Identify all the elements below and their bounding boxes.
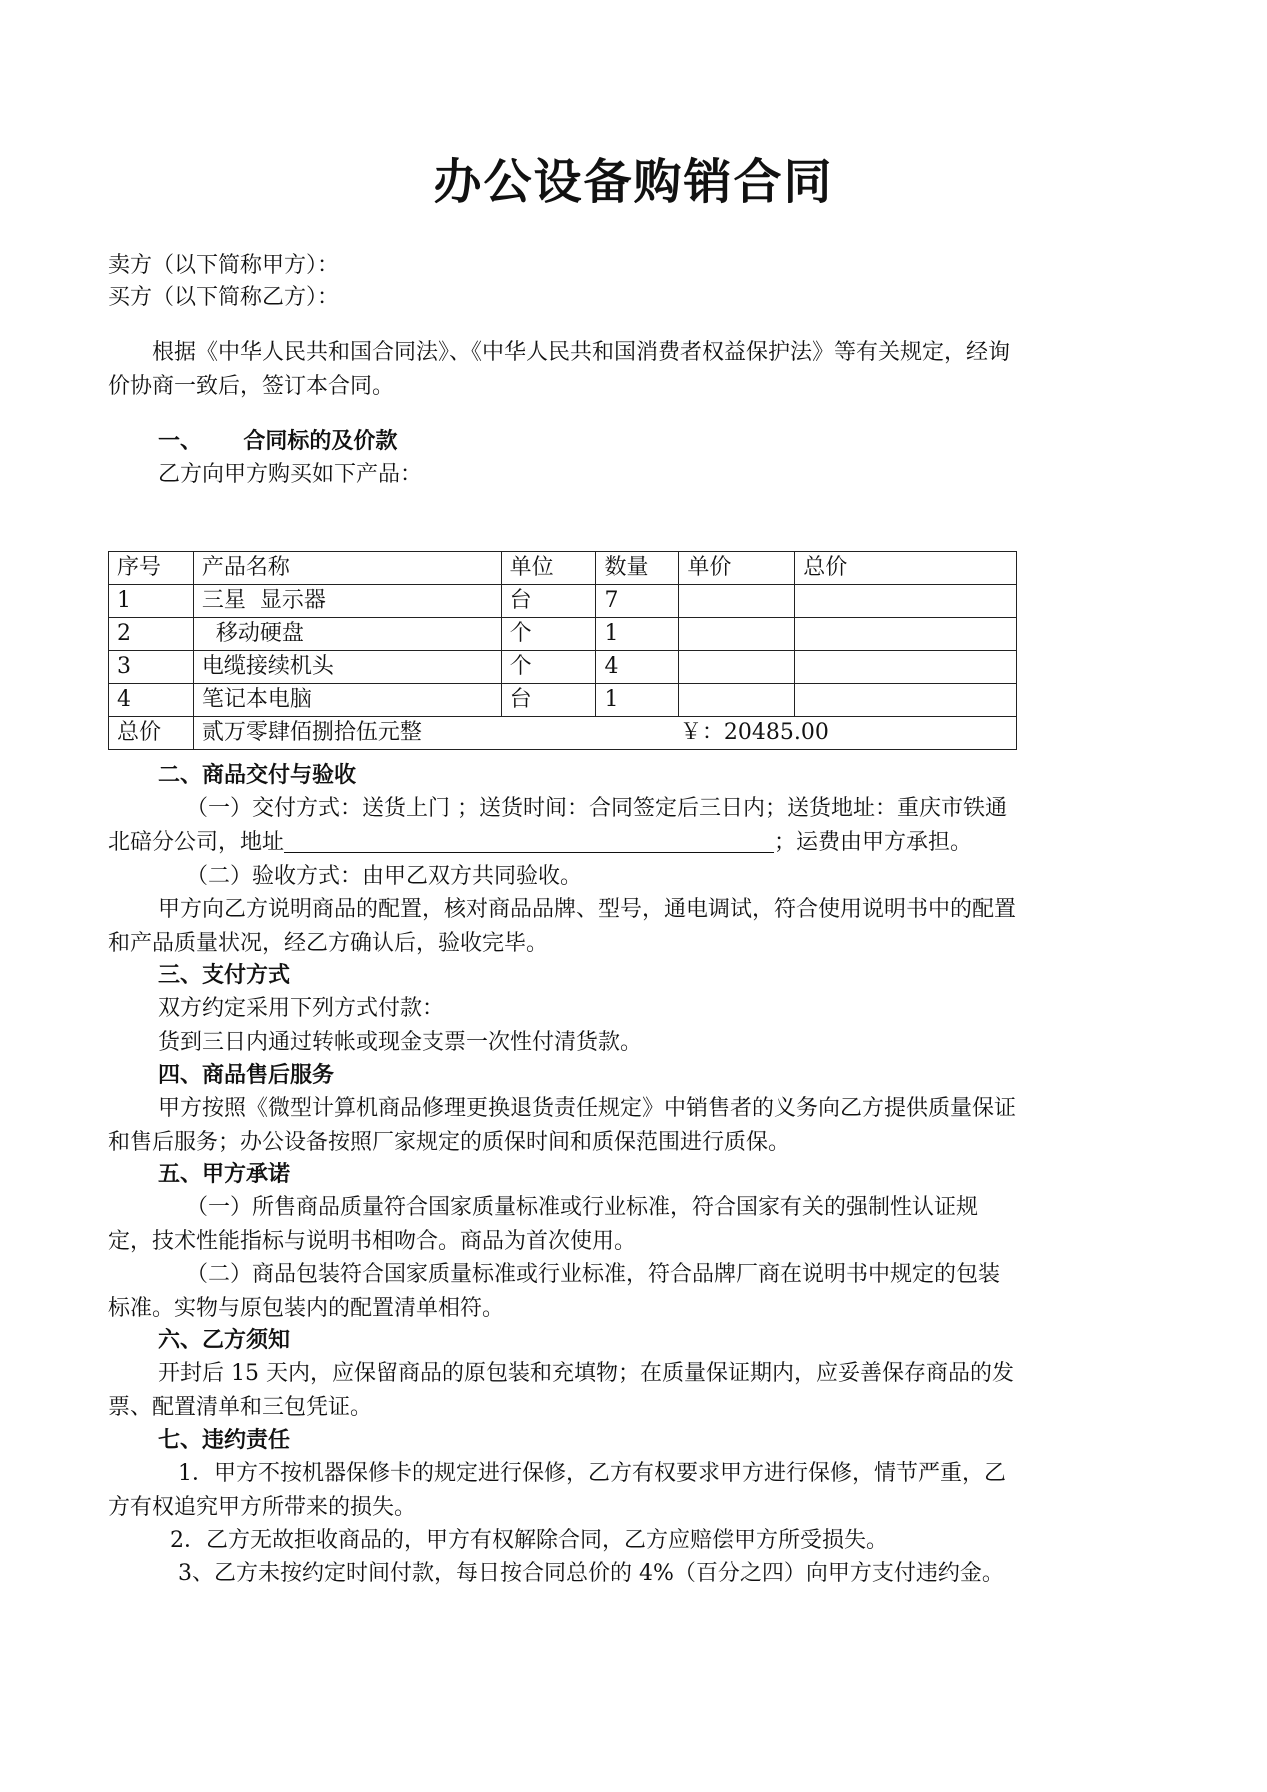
table-row <box>109 684 1017 717</box>
buyer-line: 买方（以下简称乙方）： <box>108 285 340 310</box>
table-row <box>109 618 1017 651</box>
document-title: 办公设备购销合同 <box>433 154 834 210</box>
address-prefix: 北碚分公司，地址 <box>108 830 285 855</box>
section2-heading: 二、商品交付与验收 <box>158 763 357 788</box>
seller-line: 卖方（以下简称甲方）： <box>108 253 340 278</box>
section2-paragraph-3: 甲方向乙方说明商品的配置，核对商品品牌、型号，通电调试，符合使用说明书中的配置和产品质量状况，经乙方确认后，验收完毕。 <box>108 897 1017 956</box>
table-cell: 4 <box>596 651 679 684</box>
table-cell <box>679 585 795 618</box>
table-cell: 电缆接续机头 <box>193 651 501 684</box>
table-cell <box>795 618 1017 651</box>
table-cell: 台 <box>501 585 596 618</box>
table-cell: 笔记本电脑 <box>193 684 501 717</box>
section5-heading: 五、甲方承诺 <box>158 1162 291 1187</box>
table-cell: 个 <box>501 618 596 651</box>
table-row <box>109 585 1017 618</box>
table-cell: 7 <box>596 585 679 618</box>
section1-lead: 乙方向甲方购买如下产品： <box>158 462 423 487</box>
table-cell <box>679 618 795 651</box>
header-cell-unit-price: 单价 <box>679 552 795 585</box>
table-header-row <box>109 552 1017 585</box>
section2-paragraph-1a: （一）交付方式：送货上门 ；送货时间：合同签定后三日内；送货地址：重庆市铁通 <box>186 796 1007 821</box>
section7-paragraph-1: 1．甲方不按机器保修卡的规定进行保修，乙方有权要求甲方进行保修，情节严重，乙方有权追究甲方所带来的损失。 <box>108 1461 1006 1520</box>
section4-paragraph-1: 甲方按照《微型计算机商品修理更换退货责任规定》中销售者的义务向乙方提供质量保证和售后服务；办公设备按照厂家规定的质保时间和质保范围进行质保。 <box>108 1096 1017 1155</box>
table-cell: 2 <box>109 618 194 651</box>
section2-paragraph-1b <box>108 826 972 860</box>
table-cell <box>795 585 1017 618</box>
section1-title: 合同标的及价款 <box>243 429 398 454</box>
section3-heading: 三、支付方式 <box>158 963 291 988</box>
section5-paragraph-1: （一）所售商品质量符合国家质量标准或行业标准，符合国家有关的强制性认证规定，技术性能指标与说明书相吻合。商品为首次使用。 <box>108 1195 979 1254</box>
table-cell: 3 <box>109 651 194 684</box>
table-cell: 个 <box>501 651 596 684</box>
table-cell <box>679 651 795 684</box>
product-table <box>108 551 1017 750</box>
header-cell-index: 序号 <box>109 552 194 585</box>
section1-heading <box>158 425 397 459</box>
table-cell: 1 <box>596 618 679 651</box>
table-row <box>109 651 1017 684</box>
total-value-cell <box>193 717 1016 750</box>
address-suffix: ；运费由甲方承担。 <box>774 830 973 855</box>
table-cell: 1 <box>596 684 679 717</box>
address-blank <box>284 826 774 853</box>
section7-paragraph-2: 2．乙方无故拒收商品的，甲方有权解除合同，乙方应赔偿甲方所受损失。 <box>170 1528 888 1553</box>
section7-paragraph-3: 3、乙方未按约定时间付款，每日按合同总价的 4%（百分之四）向甲方支付违约金。 <box>178 1561 1004 1586</box>
table-total-row <box>109 717 1017 750</box>
table-cell: 三星 显示器 <box>193 585 501 618</box>
section5-paragraph-2: （二）商品包装符合国家质量标准或行业标准，符合品牌厂商在说明书中规定的包装标准。实物与原包装内的配置清单相符。 <box>108 1262 1001 1321</box>
section6-heading: 六、乙方须知 <box>158 1328 291 1353</box>
table-cell: 台 <box>501 684 596 717</box>
intro-paragraph: 根据《中华人民共和国合同法》、《中华人民共和国消费者权益保护法》等有关规定，经询价协商一致后，签订本合同。 <box>108 340 1011 399</box>
section7-heading: 七、违约责任 <box>158 1428 291 1453</box>
table-cell: 1 <box>109 585 194 618</box>
table-cell: 移动硬盘 <box>193 618 501 651</box>
section6-paragraph-1: 开封后 15 天内，应保留商品的原包装和充填物；在质量保证期内，应妥善保存商品的发票、配置清单和三包凭证。 <box>108 1361 1014 1420</box>
section3-paragraph-1: 双方约定采用下列方式付款： <box>158 996 445 1021</box>
table-cell <box>795 684 1017 717</box>
section2-paragraph-2: （二）验收方式：由甲乙双方共同验收。 <box>186 864 583 889</box>
total-label: 总价 <box>109 717 194 750</box>
total-amount-words: 贰万零肆佰捌拾伍元整 <box>201 720 422 745</box>
header-cell-quantity: 数量 <box>596 552 679 585</box>
table-cell <box>795 651 1017 684</box>
header-cell-name: 产品名称 <box>193 552 501 585</box>
section4-heading: 四、商品售后服务 <box>158 1063 335 1088</box>
section3-paragraph-2: 货到三日内通过转帐或现金支票一次性付清货款。 <box>158 1030 643 1055</box>
header-cell-unit: 单位 <box>501 552 596 585</box>
table-cell <box>679 684 795 717</box>
total-amount-number: ￥：20485.00 <box>679 720 829 745</box>
section1-number: 一、 <box>158 429 203 454</box>
table-cell: 4 <box>109 684 194 717</box>
header-cell-total-price: 总价 <box>795 552 1017 585</box>
